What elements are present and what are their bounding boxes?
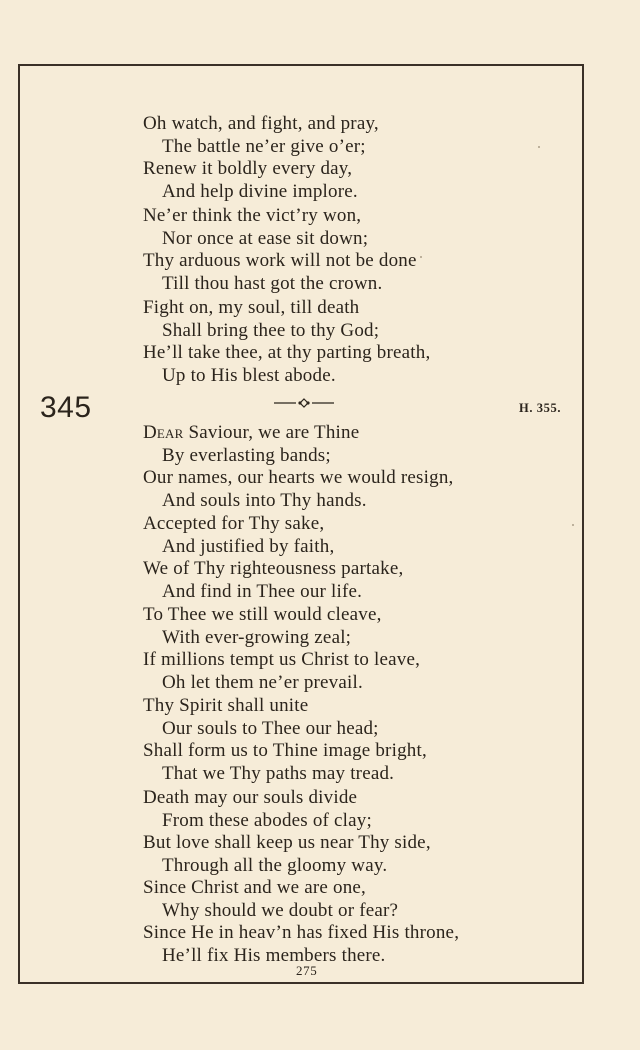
verse-line: And help divine implore. xyxy=(162,180,358,202)
ornamental-divider xyxy=(272,395,336,411)
verse-line: Thy Spirit shall unite xyxy=(143,695,309,716)
verse-line: But love shall keep us near Thy side, xyxy=(143,832,431,854)
paper-speck xyxy=(538,146,540,148)
verse-line: Fight on, my soul, till death xyxy=(143,297,360,318)
hymn-reference: H. 355. xyxy=(519,401,562,415)
verse-line: To Thee we still would cleave, xyxy=(143,604,382,625)
verse-line: Oh let them ne’er prevail. xyxy=(162,671,363,693)
verse-line: Since He in heav’n has fixed His throne, xyxy=(143,922,460,944)
stanza xyxy=(143,513,403,603)
verse-line: Through all the gloomy way. xyxy=(162,854,388,876)
stanza xyxy=(143,787,431,877)
verse-line: With ever-growing zeal; xyxy=(162,626,352,648)
hymn-number: 345 xyxy=(40,391,92,424)
verse-line-first xyxy=(143,422,453,445)
verse-line: Our souls to Thee our head; xyxy=(162,717,379,739)
verse-line: Oh watch, and fight, and pray, xyxy=(143,113,379,134)
verse-line: Till thou hast got the crown. xyxy=(162,272,383,294)
verse-line: Since Christ and we are one, xyxy=(143,877,366,898)
first-line-rest: Saviour, we are Thine xyxy=(183,422,360,443)
verse-line: And justified by faith, xyxy=(162,535,335,557)
stanza xyxy=(143,297,430,387)
verse-line: Thy arduous work will not be done xyxy=(143,250,417,272)
verse-line: Ne’er think the vict’ry won, xyxy=(143,205,362,226)
verse-line: Shall form us to Thine image bright, xyxy=(143,740,427,762)
paper-speck xyxy=(420,256,422,258)
verse-line: Our names, our hearts we would resign, xyxy=(143,467,454,489)
verse-line: From these abodes of clay; xyxy=(162,809,372,831)
stanza xyxy=(143,877,459,967)
page-number: 275 xyxy=(296,963,318,978)
verse-line: If millions tempt us Christ to leave, xyxy=(143,649,421,671)
verse-line: That we Thy paths may tread. xyxy=(162,762,395,784)
verse-line: Accepted for Thy sake, xyxy=(143,513,325,534)
verse-line: Renew it boldly every day, xyxy=(143,158,353,180)
verse-line: Shall bring thee to thy God; xyxy=(162,319,380,341)
verse-line: Up to His blest abode. xyxy=(162,364,336,386)
verse-line: And find in Thee our life. xyxy=(162,580,363,602)
verse-line: He’ll take thee, at thy parting breath, xyxy=(143,342,431,364)
stanza xyxy=(143,205,417,295)
stanza xyxy=(143,113,379,203)
verse-line: By everlasting bands; xyxy=(162,444,331,466)
verse-line: Death may our souls divide xyxy=(143,787,358,808)
stanza xyxy=(143,604,420,694)
verse-line: Nor once at ease sit down; xyxy=(162,227,369,249)
verse-line: He’ll fix His members there. xyxy=(162,944,386,966)
verse-line: And souls into Thy hands. xyxy=(162,489,367,511)
verse-line: We of Thy righteousness partake, xyxy=(143,558,404,580)
stanza xyxy=(143,422,453,512)
drop-word: Dear xyxy=(143,422,184,443)
verse-line: The battle ne’er give o’er; xyxy=(162,135,366,157)
stanza xyxy=(143,695,427,785)
verse-line: Why should we doubt or fear? xyxy=(162,899,399,921)
paper-speck xyxy=(572,524,574,526)
